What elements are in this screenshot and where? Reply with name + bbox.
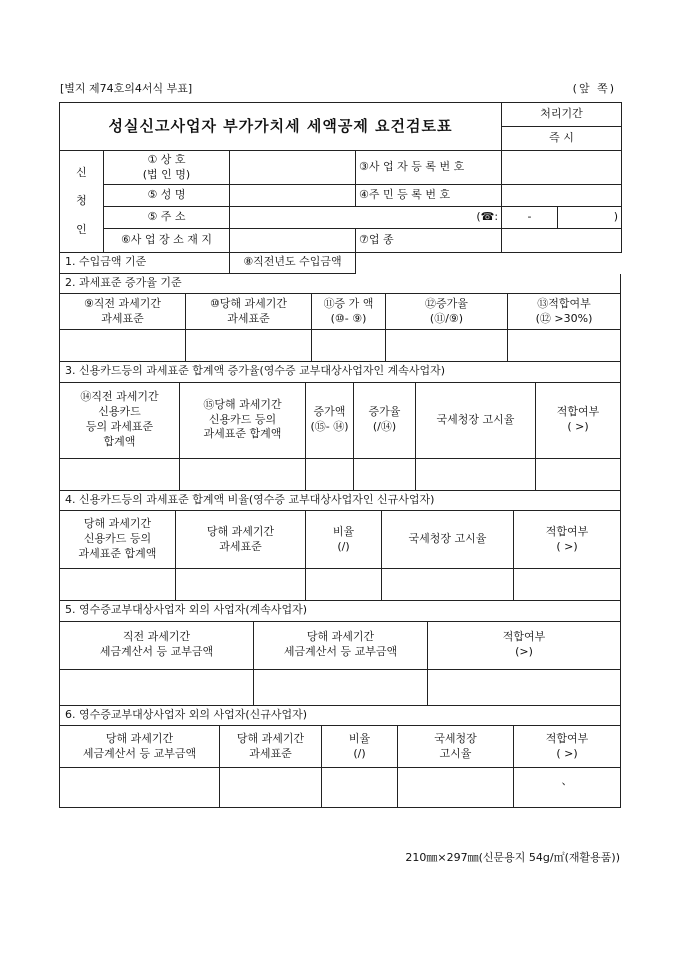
sec4-input-4[interactable]	[382, 569, 514, 601]
processing-period-label: 처리기간	[502, 103, 622, 127]
sec6-col5-l1: 적합여부	[545, 731, 589, 745]
corp-name-text: (법 인 명)	[142, 167, 191, 181]
sec4-input-1[interactable]	[60, 569, 176, 601]
form-reference: [별지 제74호의4서식 부표]	[60, 82, 193, 95]
sec5-input-2[interactable]	[254, 669, 428, 705]
sec4-input-5[interactable]	[514, 569, 621, 601]
sec4-input-2[interactable]	[176, 569, 306, 601]
sec6-input-2[interactable]	[220, 768, 322, 808]
name-label: ⑤ 성 명	[104, 185, 230, 207]
sec4-col1-l3: 과세표준 합계액	[78, 546, 157, 560]
sec4-col2-l2: 과세표준	[219, 539, 262, 553]
sec2-col1-l1: ⑨직전 과세기간	[83, 296, 162, 310]
resident-no-value[interactable]	[502, 185, 622, 207]
sec3-col2-l3: 과세표준 합계액	[203, 427, 282, 441]
sec6-col-ratio	[322, 726, 398, 768]
sec3-col-increase	[306, 382, 354, 458]
name-value[interactable]	[230, 185, 356, 207]
phone-label: (☎:	[476, 210, 499, 224]
sec3-input-4[interactable]	[354, 458, 416, 490]
sec1-table	[59, 253, 621, 274]
sec5-col3-l1: 적합여부	[502, 630, 546, 644]
sec3-input-2[interactable]	[180, 458, 306, 490]
paper-spec-footer: 210㎜×297㎜(신문용지 54g/㎡(재활용품))	[405, 851, 620, 864]
sec2-col5-l2: (⑫ >30%)	[535, 311, 593, 325]
sec3-col1-l1: ⑭직전 과세기간	[80, 390, 159, 404]
sec4-col1-l1: 당해 과세기간	[83, 517, 152, 531]
sec2-col2-l2: 과세표준	[227, 311, 270, 325]
sec6-col-notice-rate	[398, 726, 514, 768]
sec4-input-3[interactable]	[306, 569, 382, 601]
sec5-col-curr-invoice	[254, 621, 428, 669]
applicant-table	[59, 102, 622, 253]
biz-reg-no-label: ③사 업 자 등 록 번 호	[356, 151, 502, 185]
phone-number-sep: -	[502, 207, 558, 229]
address-value[interactable]	[230, 207, 502, 229]
sec2-col-increase	[312, 294, 386, 330]
sec6-col4-l1: 국세청장	[434, 731, 477, 745]
sec6-input-1[interactable]	[60, 768, 220, 808]
sec6-col3-l1: 비율	[348, 731, 371, 745]
sec2-title: 2. 과세표준 증가율 기준	[60, 274, 621, 294]
phone-close: )	[558, 207, 622, 229]
sec3-col1-l3: 등의 과세표준	[85, 420, 154, 433]
sec3-col3-l1: 증가액	[313, 405, 346, 419]
sec5-col3-l2: (>)	[515, 645, 533, 658]
form-frame	[59, 102, 621, 808]
sec3-col4-l1: 증가율	[368, 405, 401, 419]
sec6-col5-l2: ( >)	[556, 746, 578, 760]
sec4-col3-l2: (/)	[337, 539, 350, 553]
sec6-col-eligibility	[514, 726, 621, 768]
sec2-col1-l2: 과세표준	[101, 311, 144, 325]
sec6-table	[59, 706, 621, 809]
sec6-col1-l1: 당해 과세기간	[105, 731, 174, 745]
page-side: (앞 쪽)	[572, 82, 616, 95]
sec2-input-5[interactable]	[508, 330, 621, 362]
sec5-col-prev-invoice	[60, 621, 254, 669]
sec2-table	[59, 274, 621, 363]
sec4-col-ratio	[306, 511, 382, 569]
sec6-col4-l2: 고시율	[439, 746, 472, 760]
sec4-title: 4. 신용카드등의 과세표준 합계액 비율(영수증 교부대상사업자인 신규사업자)	[60, 491, 621, 511]
sec2-col4-l1: ⑫증가율	[425, 296, 468, 310]
sec5-col2-l2: 세금계산서 등 교부금액	[283, 645, 398, 658]
sec3-title: 3. 신용카드등의 과세표준 합계액 증가율(영수증 교부대상사업자인 계속사업자)	[60, 362, 621, 382]
sec3-col-prev-card-total	[60, 382, 180, 458]
sec3-col6-l1: 적합여부	[556, 405, 600, 419]
sec4-col-curr-tax-base	[176, 511, 306, 569]
sec6-col-curr-tax-base	[220, 726, 322, 768]
address-label: ⑤ 주 소	[104, 207, 230, 229]
sec3-col1-l4: 합계액	[103, 434, 136, 448]
sec4-col-notice-rate: 국세청장 고시율	[382, 511, 514, 569]
sec1-title: 1. 수입금액 기준	[60, 253, 230, 273]
sec2-col2-l1: ⑩당해 과세기간	[209, 296, 288, 310]
sec2-col5-l1: ⑬적합여부	[537, 296, 591, 310]
processing-period-value: 즉 시	[502, 127, 622, 151]
business-type-value[interactable]	[502, 229, 622, 253]
sec5-col2-l1: 당해 과세기간	[306, 630, 375, 644]
sec3-col6-l2: ( >)	[567, 420, 589, 433]
sec2-col3-l2: (⑩- ⑨)	[330, 311, 367, 325]
resident-no-label: ④주 민 등 록 번 호	[356, 185, 502, 207]
sec3-col-curr-card-total	[180, 382, 306, 458]
sec3-input-1[interactable]	[60, 458, 180, 490]
location-label: ⑥사 업 장 소 재 지	[104, 229, 230, 253]
sec4-col2-l1: 당해 과세기간	[206, 524, 275, 538]
sec6-col-curr-invoice	[60, 726, 220, 768]
sec6-title: 6. 영수증교부대상사업자 외의 사업자(신규사업자)	[60, 706, 621, 726]
sec1-field-value[interactable]	[356, 253, 622, 273]
sec4-col1-l2: 신용카드 등의	[83, 532, 152, 546]
sec3-col3-l2: (⑮- ⑭)	[310, 420, 349, 433]
sec6-col2-l1: 당해 과세기간	[236, 731, 305, 745]
sec6-input-3[interactable]	[322, 768, 398, 808]
applicant-char-3: 인	[76, 222, 87, 236]
sec3-col4-l2: (/⑭)	[372, 420, 397, 433]
location-value[interactable]	[230, 229, 356, 253]
sec5-col1-l2: 세금계산서 등 교부금액	[99, 645, 214, 658]
sec6-input-4[interactable]	[398, 768, 514, 808]
applicant-char-1: 신	[76, 165, 87, 179]
sec6-mark: 、	[561, 774, 573, 787]
sec5-table	[59, 601, 621, 706]
sec2-input-2[interactable]	[186, 330, 312, 362]
sec4-col5-l2: ( >)	[556, 539, 578, 553]
sec4-table	[59, 491, 621, 602]
sec3-col2-l2: 신용카드 등의	[208, 412, 277, 426]
sec2-col-eligibility	[508, 294, 621, 330]
sec6-col1-l2: 세금계산서 등 교부금액	[82, 746, 197, 760]
sec5-title: 5. 영수증교부대상사업자 외의 사업자(계속사업자)	[60, 601, 621, 621]
sec6-input-5[interactable]	[514, 768, 621, 808]
sec6-col2-l2: 과세표준	[249, 746, 292, 760]
sec3-col2-l1: ⑮당해 과세기간	[203, 397, 282, 411]
sec2-input-1[interactable]	[60, 330, 186, 362]
sec3-input-3[interactable]	[306, 458, 354, 490]
sec4-col-curr-card-total	[60, 511, 176, 569]
sec2-col-curr-tax-base	[186, 294, 312, 330]
sec2-input-4[interactable]	[386, 330, 508, 362]
trade-name-value[interactable]	[230, 151, 356, 185]
sec2-col3-l1: ⑪증 가 액	[323, 296, 374, 310]
sec3-input-6[interactable]	[536, 458, 621, 490]
sec4-col-eligibility	[514, 511, 621, 569]
sec3-col-notice-rate: 국세청장 고시율	[416, 382, 536, 458]
sec2-col4-l2: (⑪/⑨)	[429, 311, 464, 325]
form-title: 성실신고사업자 부가가치세 세액공제 요건검토표	[60, 103, 502, 151]
sec5-input-3[interactable]	[428, 669, 621, 705]
biz-reg-no-value[interactable]	[502, 151, 622, 185]
sec5-col-eligibility	[428, 621, 621, 669]
sec3-input-5[interactable]	[416, 458, 536, 490]
sec4-col5-l1: 적합여부	[545, 524, 589, 538]
sec2-col-prev-tax-base	[60, 294, 186, 330]
sec6-col3-l2: (/)	[353, 746, 366, 760]
sec2-input-3[interactable]	[312, 330, 386, 362]
business-type-label: ⑦업 종	[356, 229, 502, 253]
trade-name-label	[104, 151, 230, 185]
sec3-col1-l2: 신용카드	[98, 405, 141, 419]
sec5-col1-l1: 직전 과세기간	[122, 630, 191, 644]
sec2-col-rate	[386, 294, 508, 330]
sec3-col-rate	[354, 382, 416, 458]
applicant-side-label	[60, 151, 104, 253]
sec1-field-label: ⑧직전년도 수입금액	[230, 253, 356, 273]
sec3-table	[59, 362, 621, 491]
trade-name-text: ① 상 호	[147, 152, 186, 166]
sec3-col-eligibility	[536, 382, 621, 458]
sec5-input-1[interactable]	[60, 669, 254, 705]
applicant-char-2: 청	[76, 194, 87, 208]
sec4-col3-l1: 비율	[332, 524, 355, 538]
